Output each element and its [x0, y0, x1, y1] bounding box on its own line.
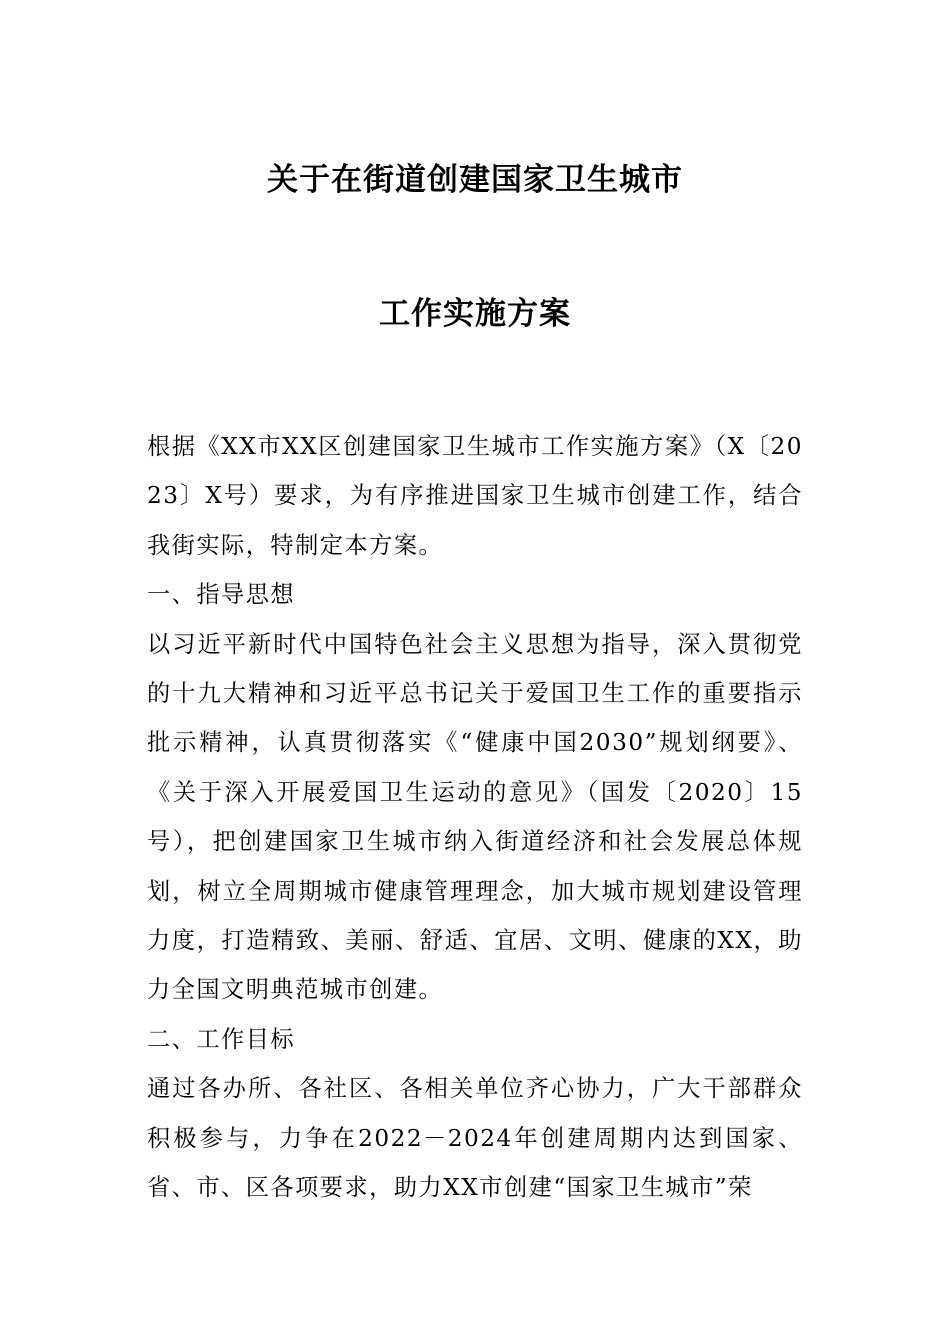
- section-2-paragraph: 通过各办所、各社区、各相关单位齐心协力，广大干部群众积极参与，力争在2022－2024年创建周期内达到国家、省、市、区各项要求，助力XX市创建“国家卫生城市”荣: [147, 1075, 803, 1202]
- intro-paragraph: 根据《XX市XX区创建国家卫生城市工作实施方案》（X〔2023〕X号）要求，为有序推进国家卫生城市创建工作，结合我街实际，特制定本方案。: [147, 433, 803, 559]
- document-body: [147, 422, 803, 1213]
- section-1-paragraph: 以习近平新时代中国特色社会主义思想为指导，深入贯彻党的十九大精神和习近平总书记关于爱国卫生工作的重要指示批示精神，认真贯彻落实《“健康中国2030”规划纲要》、《关于深入开展爱国卫生运动的意见》（国发〔2020〕15号），把创建国家卫生城市纳入街道经济和社会发展总体规划，树立全周期城市健康管理理念，加大城市规划建设管理力度，打造精致、美丽、舒适、宜居、文明、健康的XX，助力全国文明典范城市创建。: [147, 630, 803, 1004]
- document-title-line-2: 工作实施方案: [379, 296, 571, 332]
- section-1-heading: 一、指导思想: [147, 581, 296, 609]
- document-title-line-1: 关于在街道创建国家卫生城市: [267, 162, 683, 198]
- section-2-heading: 二、工作目标: [147, 1025, 296, 1053]
